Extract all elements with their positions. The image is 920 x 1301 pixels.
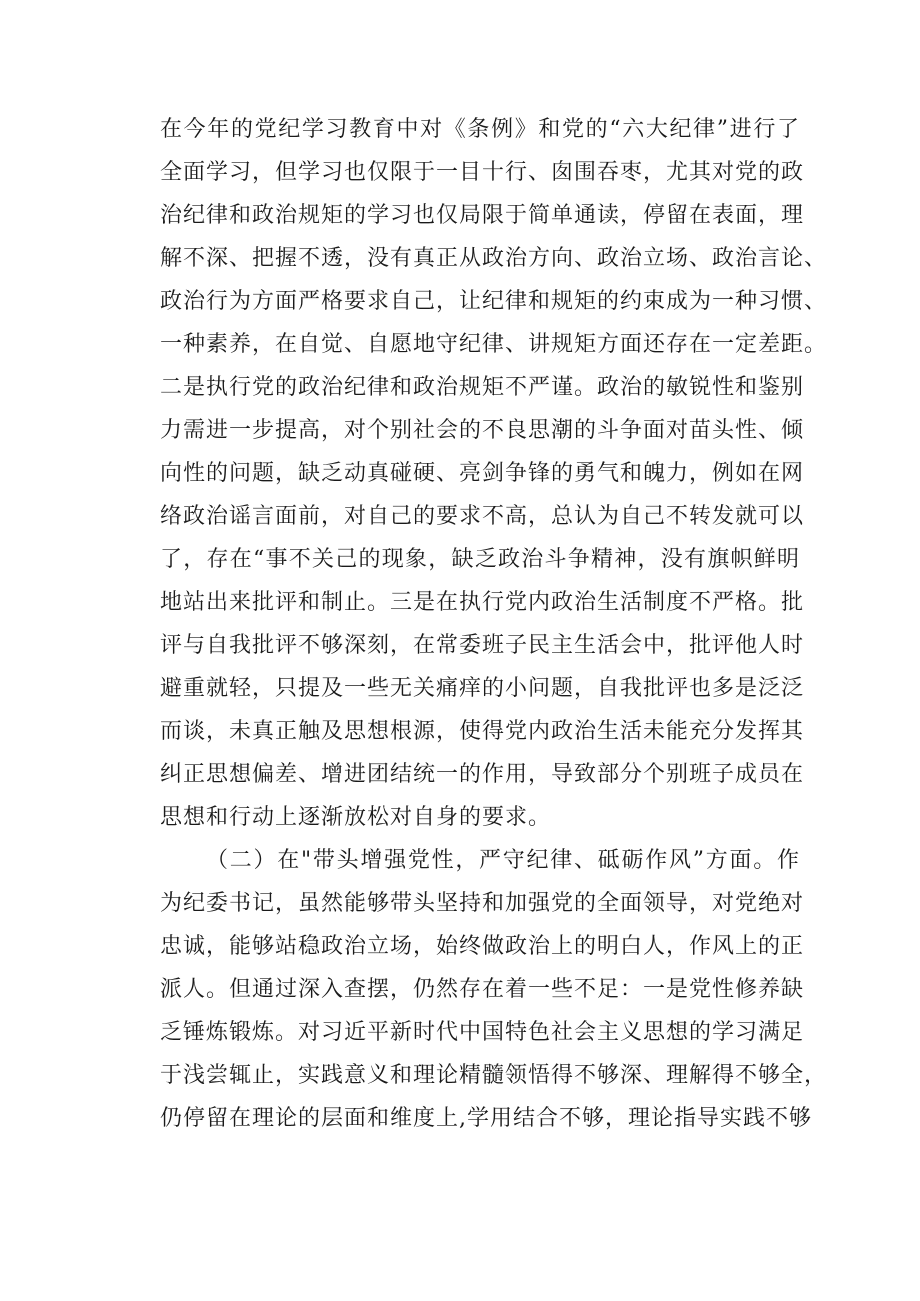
text-line: 仍停留在理论的层面和维度上,学用结合不够，理论指导实践不够 (160, 1106, 812, 1131)
text-line: 全面学习，但学习也仅限于一目十行、囱围吞枣，尤其对党的政 (160, 160, 805, 185)
text-line: 向性的问题，缺乏动真碰硬、亮剑争锋的勇气和魄力，例如在网 (160, 461, 805, 486)
text-line: 乏锤炼锻炼。对习近平新时代中国特色社会主义思想的学习满足 (160, 1020, 805, 1045)
paragraph-start-line: （二）在"带头增强党性，严守纪律、砥砺作风”方面。作 (206, 848, 800, 873)
text-line: 地站出来批评和制止。三是在执行党内政治生活制度不严格。批 (160, 590, 805, 615)
text-line: 在今年的党纪学习教育中对《条例》和党的“六大纪律”进行了 (160, 117, 800, 142)
document-body (160, 108, 828, 1140)
text-line: 忠诚，能够站稳政治立场，始终做政治上的明白人，作风上的正 (160, 934, 805, 959)
text-line: 力需进一步提高，对个别社会的不良思潮的斗争面对苗头性、倾 (160, 418, 805, 443)
text-line: 二是执行党的政治纪律和政治规矩不严谨。政治的敏锐性和鉴别 (160, 375, 805, 400)
text-line: 政治行为方面严格要求自己，让纪律和规矩的约束成为一种习惯、 (160, 289, 828, 314)
text-line: 避重就轻，只提及一些无关痛痒的小问题，自我批评也多是泛泛 (160, 676, 805, 701)
text-line: 而谈，未真正触及思想根源，使得党内政治生活未能充分发挥其 (160, 719, 805, 744)
text-line: 治纪律和政治规矩的学习也仅局限于简单通读，停留在表面，理 (160, 203, 805, 228)
text-line: 为纪委书记，虽然能够带头坚持和加强党的全面领导，对党绝对 (160, 891, 805, 916)
text-line: 派人。但通过深入查摆，仍然存在着一些不足：一是党性修养缺 (160, 977, 805, 1002)
text-line: 络政治谣言面前，对自己的要求不高，总认为自己不转发就可以 (160, 504, 805, 529)
text-line: 解不深、把握不透，没有真正从政治方向、政治立场、政治言论、 (160, 246, 828, 271)
text-line: 一种素养，在自觉、自愿地守纪律、讲规矩方面还存在一定差距。 (160, 332, 828, 357)
text-line: 纠正思想偏差、增进团结统一的作用，导致部分个别班子成员在 (160, 762, 805, 787)
text-line: 于浅尝辄止，实践意义和理论精髓领悟得不够深、理解得不够全， (160, 1063, 828, 1088)
text-line: 评与自我批评不够深刻，在常委班子民主生活会中，批评他人时 (160, 633, 805, 658)
paragraph-end-line: 思想和行动上逐渐放松对自身的要求。 (160, 805, 552, 830)
text-line: 了，存在“事不关己的现象，缺乏政治斗争精神，没有旗帜鲜明 (160, 547, 800, 572)
